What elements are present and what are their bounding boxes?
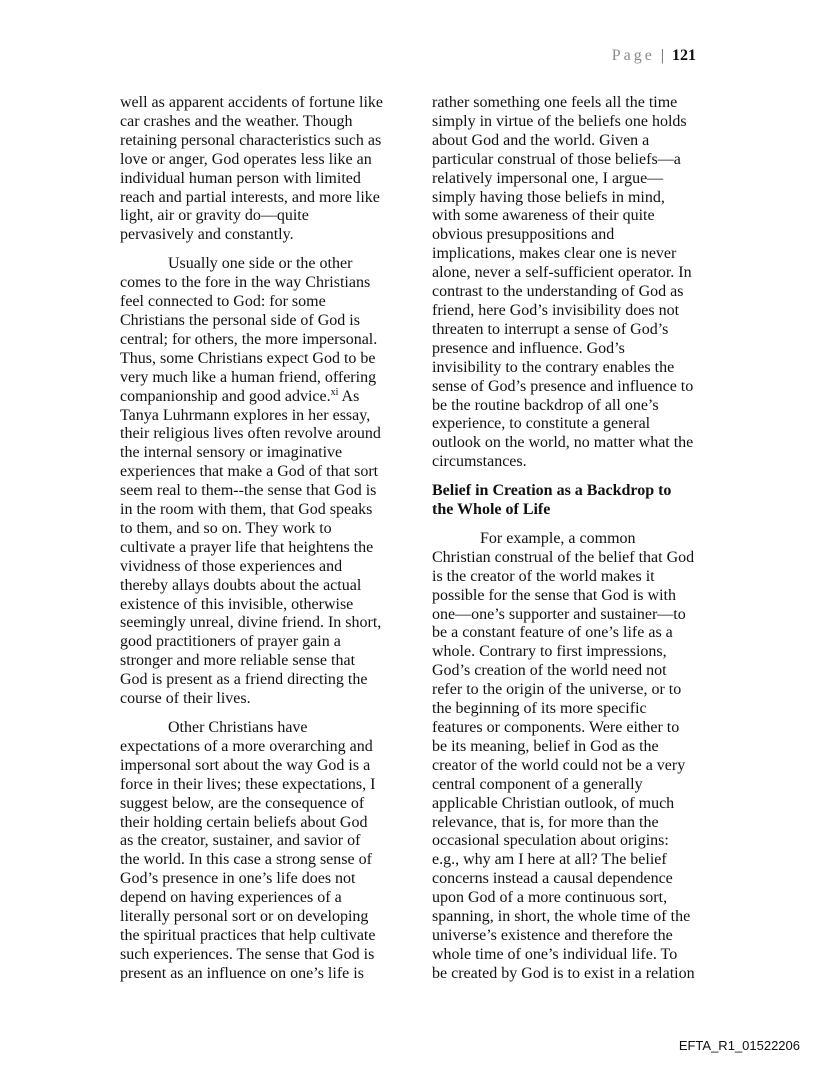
paragraph (120, 719, 410, 984)
text-line: force in their lives; these expectations, I (120, 775, 376, 793)
text-line: sense of God’s presence and influence to (432, 377, 694, 395)
text-line: invisibility to the contrary enables the (432, 358, 675, 376)
text-line: suggest below, are the consequence of (120, 794, 365, 812)
text-line: be created by God is to exist in a relation (432, 964, 695, 982)
text-line: particular construal of those beliefs—a (432, 150, 681, 168)
text-line: creator of the world could not be a very (432, 756, 686, 774)
text-line: such experiences. The sense that God is (120, 945, 375, 963)
text-line (120, 388, 410, 407)
text-line: presence and influence. God’s (432, 339, 625, 357)
text-line: whole. Contrary to first impressions, (432, 643, 667, 661)
left-column (120, 94, 410, 994)
text-line: cultivate a prayer life that heightens the (120, 538, 374, 556)
text-line: love or anger, God operates less like an (120, 150, 372, 168)
text-line: concerns instead a causal dependence (432, 870, 673, 888)
text-line: Thus, some Christians expect God to be (120, 349, 376, 367)
paragraph (432, 94, 722, 472)
page-number: 121 (672, 47, 696, 64)
text-line: God is present as a friend directing the (120, 671, 368, 689)
text-line: existence of this invisible, otherwise (120, 595, 354, 613)
paragraph (432, 530, 722, 984)
text-line: the beginning of its more specific (432, 700, 647, 718)
footnote-marker[interactable]: xi (330, 386, 339, 398)
text-line: occasional speculation about origins: (432, 832, 669, 850)
page-header (612, 47, 696, 65)
text-line: individual human person with limited (120, 169, 361, 187)
text-line: reach and partial interests, and more like (120, 188, 380, 206)
text-line: experiences that make a God of that sort (120, 463, 379, 481)
text-line: depend on having experiences of a (120, 889, 342, 907)
text-line: thereby allays doubts about the actual (120, 576, 362, 594)
text-line: feel connected to God: for some (120, 293, 326, 311)
text-line: in the room with them, that God speaks (120, 501, 373, 519)
text-line: obvious presuppositions and (432, 226, 615, 244)
text-line: simply in virtue of the beliefs one holds (432, 112, 687, 130)
text-line: with some awareness of their quite (432, 207, 655, 225)
text-line: vividness of those experiences and (120, 557, 343, 575)
text-line: stronger and more reliable sense that (120, 652, 356, 670)
text-line: whole time of one’s individual life. To (432, 945, 678, 963)
text-line: upon God of a more continuous sort, (432, 889, 668, 907)
text-line: expectations of a more overarching and (120, 737, 373, 755)
text-line: circumstances. (432, 453, 527, 471)
text-line: central; for others, the more impersonal. (120, 330, 378, 348)
text-line: very much like a human friend, offering (120, 368, 377, 386)
text-line: their holding certain beliefs about God (120, 813, 368, 831)
text-line: friend, here God’s invisibility does not (432, 301, 680, 319)
line-text: companionship and good advice. (120, 387, 331, 405)
text-line: God’s presence in one’s life does not (120, 870, 356, 888)
text-line: be the routine backdrop of all one’s (432, 396, 659, 414)
text-line: present as an influence on one’s life is (120, 964, 364, 982)
text-line: rather something one feels all the time (432, 94, 678, 111)
text-line: light, air or gravity do—quite (120, 207, 309, 225)
text-line: implications, makes clear one is never (432, 245, 677, 263)
text-line: one—one’s supporter and sustainer—to (432, 605, 686, 623)
text-line: course of their lives. (120, 690, 251, 708)
text-line: retaining personal characteristics such as (120, 131, 382, 149)
section-heading (432, 482, 722, 520)
text-line: threaten to interrupt a sense of God’s (432, 320, 669, 338)
text-line: refer to the origin of the universe, or to (432, 681, 682, 699)
text-line: contrast to the understanding of God as (432, 283, 684, 301)
text-line: experience, to constitute a general (432, 415, 651, 433)
text-line: alone, never a self-sufficient operator. In (432, 264, 692, 282)
text-line: their religious lives often revolve around (120, 425, 381, 443)
text-line: God’s creation of the world need not (432, 662, 667, 680)
text-line: relatively impersonal one, I argue— (432, 169, 664, 187)
page-label: Page (611, 47, 655, 64)
text-line: features or components. Were either to (432, 719, 680, 736)
text-line: literally personal sort or on developing (120, 908, 369, 926)
text-line: the spiritual practices that help cultivate (120, 926, 376, 944)
text-line: possible for the sense that God is with (432, 586, 676, 604)
text-line: car crashes and the weather. Though (120, 112, 353, 130)
text-line: pervasively and constantly. (120, 226, 294, 244)
text-line: seemingly unreal, divine friend. In short, (120, 614, 382, 632)
line-text: As (338, 387, 360, 405)
text-line: For example, a common (480, 529, 636, 547)
header-separator: | (660, 47, 664, 64)
text-line: be a constant feature of one’s life as a (432, 624, 673, 642)
text-line: e.g., why am I here at all? The belief (432, 851, 667, 869)
text-line: Christian construal of the belief that God (432, 548, 695, 566)
text-line: simply having those beliefs in mind, (432, 188, 665, 206)
text-line: the internal sensory or imaginative (120, 444, 343, 462)
paragraph (120, 94, 410, 245)
paragraph (120, 255, 410, 709)
text-line: to them, and so on. They work to (120, 519, 332, 537)
text-line: seem real to them--the sense that God is (120, 482, 377, 500)
text-line: relevance, that is, for more than the (432, 813, 659, 831)
text-line: Other Christians have (168, 719, 308, 736)
text-line: as the creator, sustainer, and savior of (120, 832, 361, 850)
text-line: the world. In this case a strong sense of (120, 851, 372, 869)
text-line: central component of a generally (432, 775, 643, 793)
text-line: outlook on the world, no matter what the (432, 434, 694, 452)
text-line: applicable Christian outlook, of much (432, 794, 675, 812)
text-line: be its meaning, belief in God as the (432, 737, 659, 755)
text-line: comes to the fore in the way Christians (120, 274, 371, 292)
text-line: about God and the world. Given a (432, 131, 650, 149)
text-line: good practitioners of prayer gain a (120, 633, 341, 651)
text-line: Usually one side or the other (168, 255, 353, 273)
text-line: spanning, in short, the whole time of the (432, 908, 691, 926)
text-line: is the creator of the world makes it (432, 567, 655, 585)
text-line: well as apparent accidents of fortune like (120, 94, 383, 111)
text-line: the Whole of Life (432, 501, 551, 519)
document-id: EFTA_R1_01522206 (678, 1038, 800, 1053)
text-line: Belief in Creation as a Backdrop to (432, 482, 672, 500)
text-line: impersonal sort about the way God is a (120, 756, 371, 774)
right-column (432, 94, 722, 994)
text-line: Christians the personal side of God is (120, 311, 360, 329)
text-line: Tanya Luhrmann explores in her essay, (120, 406, 371, 424)
text-line: universe’s existence and therefore the (432, 926, 673, 944)
